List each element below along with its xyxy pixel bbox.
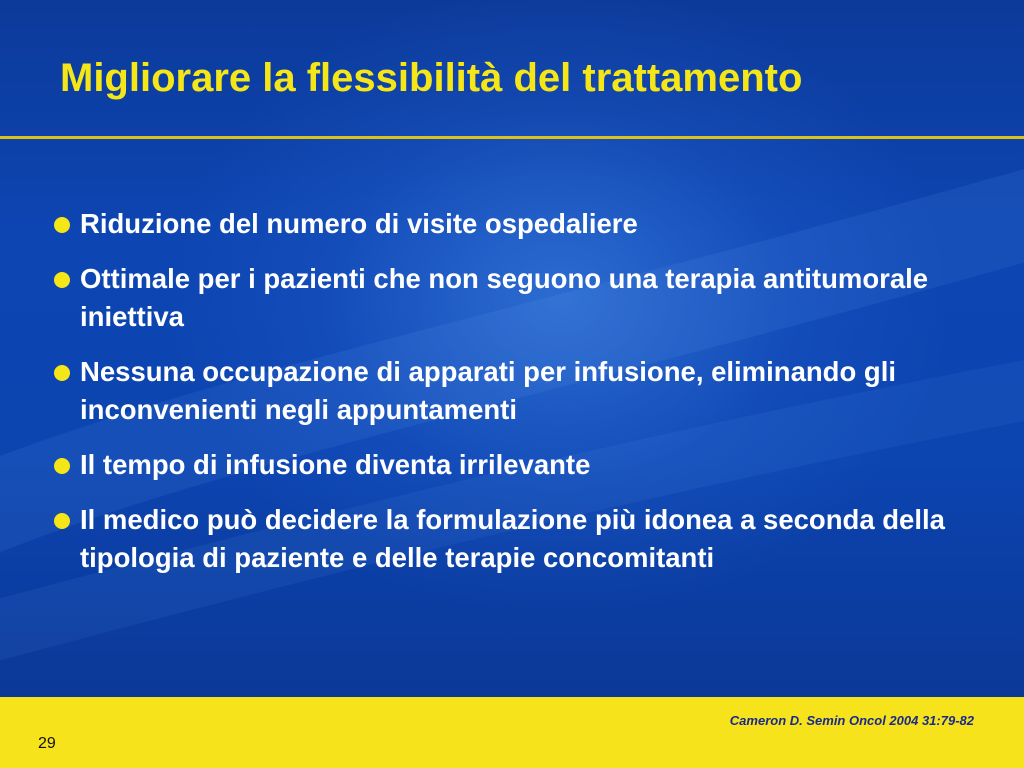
title-divider <box>0 136 1024 139</box>
bullet-list <box>50 205 980 594</box>
slide-title: Migliorare la flessibilità del trattamento <box>60 56 803 100</box>
bullet-text: Il tempo di infusione diventa irrilevante <box>80 449 591 480</box>
citation: Cameron D. Semin Oncol 2004 31:79-82 <box>729 713 974 728</box>
bullet-dot-icon <box>54 365 70 381</box>
bullet-dot-icon <box>54 272 70 288</box>
footer-bar <box>0 697 1024 768</box>
bullet-dot-icon <box>54 217 70 233</box>
bullet-text: Riduzione del numero di visite ospedaliere <box>80 208 638 239</box>
bullet-dot-icon <box>54 513 70 529</box>
bullet-item <box>50 446 980 484</box>
bullet-text: Nessuna occupazione di apparati per infusione, eliminando gli inconvenienti negli appuntamenti <box>80 356 896 425</box>
bullet-item <box>50 353 980 429</box>
bullet-text: Ottimale per i pazienti che non seguono una terapia antitumorale iniettiva <box>80 263 929 332</box>
bullet-dot-icon <box>54 458 70 474</box>
bullet-item <box>50 205 980 243</box>
bullet-item <box>50 501 980 577</box>
bullet-text: Il medico può decidere la formulazione più idonea a seconda della tipologia di paziente e delle terapie concomitanti <box>80 504 945 573</box>
page-number: 29 <box>38 735 56 752</box>
bullet-item <box>50 260 980 336</box>
